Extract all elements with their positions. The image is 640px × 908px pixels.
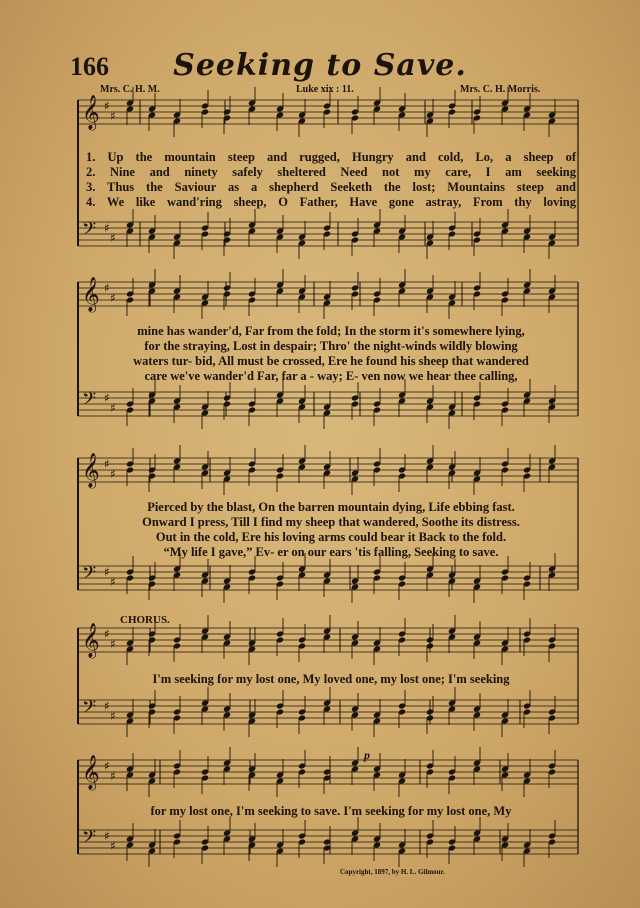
sharp-sign: ♯ — [110, 467, 116, 481]
sharp-sign: ♯ — [110, 401, 116, 415]
verse-3-line-1: 3. Thus the Saviour as a shepherd Seeketh the lost; Mountains steep and — [86, 180, 576, 194]
verse-3-line-2: waters tur- bid, All must be crossed, Ere he found his sheep that wandered — [133, 354, 529, 368]
sharp-sign: ♯ — [110, 575, 116, 589]
sharp-sign: ♯ — [104, 457, 110, 471]
bass-clef: 𝄢 — [82, 827, 97, 852]
music-credit: Mrs. C. H. Morris. — [460, 84, 541, 95]
chorus-line-2: for my lost one, I'm seeking to save. I'm seeking for my lost one, My — [150, 804, 512, 818]
sharp-sign: ♯ — [110, 709, 116, 723]
verse-2-line-1: 2. Nine and ninety safely sheltered Need not my care, I am seeking — [86, 165, 576, 179]
chorus-line-1: I'm seeking for my lost one, My loved one, my lost one; I'm seeking — [152, 672, 510, 686]
words-credit: Mrs. C. H. M. — [100, 84, 160, 95]
verse-1-line-2: mine has wander'd, Far from the fold; In the storm it's somewhere lying, — [137, 324, 525, 338]
sharp-sign: ♯ — [104, 281, 110, 295]
treble-clef: 𝄞 — [82, 453, 100, 488]
treble-clef: 𝄞 — [82, 623, 100, 658]
sharp-sign: ♯ — [104, 699, 110, 713]
sharp-sign: ♯ — [110, 769, 116, 783]
sharp-sign: ♯ — [104, 627, 110, 641]
sharp-sign: ♯ — [110, 231, 116, 245]
sharp-sign: ♯ — [110, 637, 116, 651]
chorus-label: CHORUS. — [120, 614, 170, 626]
bass-clef: 𝄢 — [82, 697, 97, 722]
bass-clef: 𝄢 — [82, 219, 97, 244]
sharp-sign: ♯ — [104, 829, 110, 843]
verse-1-line-1: 1. Up the mountain steep and rugged, Hungry and cold, Lo, a sheep of — [86, 150, 576, 164]
treble-clef: 𝄞 — [82, 277, 100, 312]
sharp-sign: ♯ — [104, 99, 110, 113]
treble-clef: 𝄞 — [82, 95, 100, 130]
sharp-sign: ♯ — [104, 221, 110, 235]
treble-clef: 𝄞 — [82, 755, 100, 790]
copyright-notice: Copyright, 1897, by H. L. Gilmour. — [340, 868, 445, 876]
verse-4-line-2: care we've wander'd Far, far a - way; E- ven now we hear thee calling, — [144, 369, 518, 383]
scripture-reference: Luke xix : 11. — [296, 84, 354, 95]
sharp-sign: ♯ — [104, 759, 110, 773]
page-number: 166 — [70, 52, 109, 81]
sharp-sign: ♯ — [110, 291, 116, 305]
verse-4-line-1: 4. We like wand'ring sheep, O Father, Have gone astray, From thy loving — [86, 195, 576, 209]
verse-4-line-3: “My life I gave,” Ev- er on our ears 'tis falling, Seeking to save. — [163, 545, 499, 559]
verse-1-line-3: Pierced by the blast, On the barren mountain dying, Life ebbing fast. — [147, 500, 515, 514]
dynamic-marking: p — [364, 748, 370, 762]
verse-2-line-2: for the straying, Lost in despair; Thro' the night-winds wildly blowing — [144, 339, 518, 353]
sharp-sign: ♯ — [104, 391, 110, 405]
sharp-sign: ♯ — [110, 109, 116, 123]
verse-3-line-3: Out in the cold, Ere his loving arms could bear it Back to the fold. — [155, 530, 507, 544]
bass-clef: 𝄢 — [82, 563, 97, 588]
sharp-sign: ♯ — [104, 565, 110, 579]
verse-2-line-3: Onward I press, Till I find my sheep that wandered, Soothe its distress. — [142, 515, 520, 529]
bass-clef: 𝄢 — [82, 389, 97, 414]
sharp-sign: ♯ — [110, 839, 116, 853]
hymn-title: Seeking to Save. — [173, 48, 467, 83]
